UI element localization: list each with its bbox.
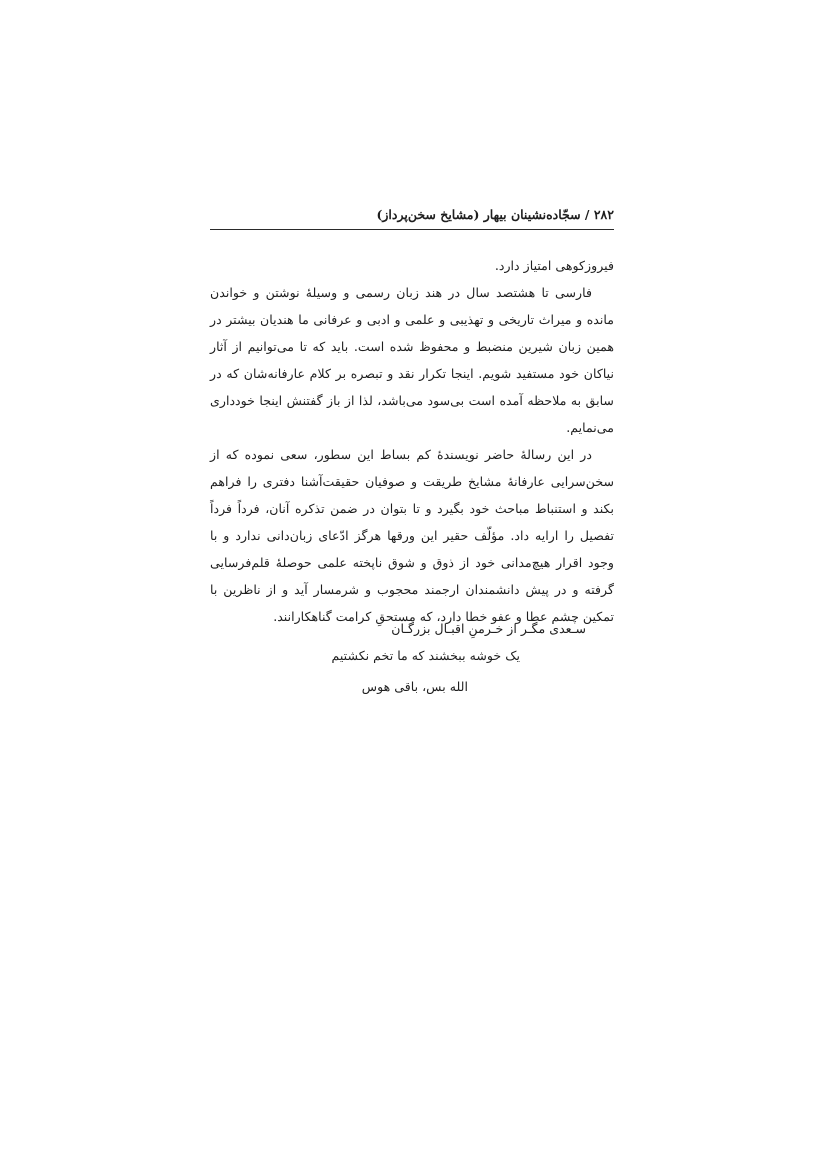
closing-phrase: الله بس، باقی هوس (361, 679, 468, 694)
verse-line-2: یک خوشه ببخشند که ما تخم نکشتیم (331, 648, 520, 663)
paragraph-persian-language: فارسی تا هشتصد سال در هند زبان رسمی و وسیلهٔ نوشتن و خواندن مانده و میراث تاریخی و تهذیبی و علمی و ادبی و عرفانی ما هندیان بیشتر در همین زبان شیرین منضبط و محفوظ شده است. باید که تا می‌توانیم از آثار نیاکان خود مستفید شویم. اینجا تکرار نقد و تبصره بر کلام عارفانه‌شان که در سابق به ملاحظه آمده است بی‌سود می‌باشد، لذا از باز گفتنش اینجا خودداری می‌نمایم. (210, 285, 614, 435)
body-text (210, 252, 614, 630)
header-divider (210, 229, 614, 230)
running-head: ۲۸۲ / سجّاده‌نشینان بیهار (مشایخ سخن‌پرداز) (376, 207, 614, 222)
paragraph-treatise: در این رسالهٔ حاضر نویسندهٔ کم بساط این سطور، سعی نموده که از سخن‌سرایی عارفانهٔ مشایخ طریقت و صوفیان حقیقت‌آشنا دفتری را فراهم بکند و استنباط مباحث خود بگیرد و تا بتوان در ضمن تذکره آنان، فرداً فرداً تفصیل را ارایه داد. مؤلّف حقیر این ورقها هرگز ادّعای زبان‌دانی ندارد و با وجود اقرار هیچ‌مدانی خود از ذوق و شوق ناپخته علمی حوصلهٔ قلم‌فرسایی گرفته و در پیش دانشمندان ارجمند محجوب و شرمسار آید و از ناظرین با تمکین چشم عطا و عفو خطا دارد، که مستحقِ کرامت گناهکارانند. (210, 447, 614, 624)
paragraph-continuation: فیروزکوهی امتیاز دارد. (494, 258, 614, 273)
verse-line-1: سـعدی مگـر از خـرمنِ اقبـال بزرگـان (391, 621, 586, 636)
